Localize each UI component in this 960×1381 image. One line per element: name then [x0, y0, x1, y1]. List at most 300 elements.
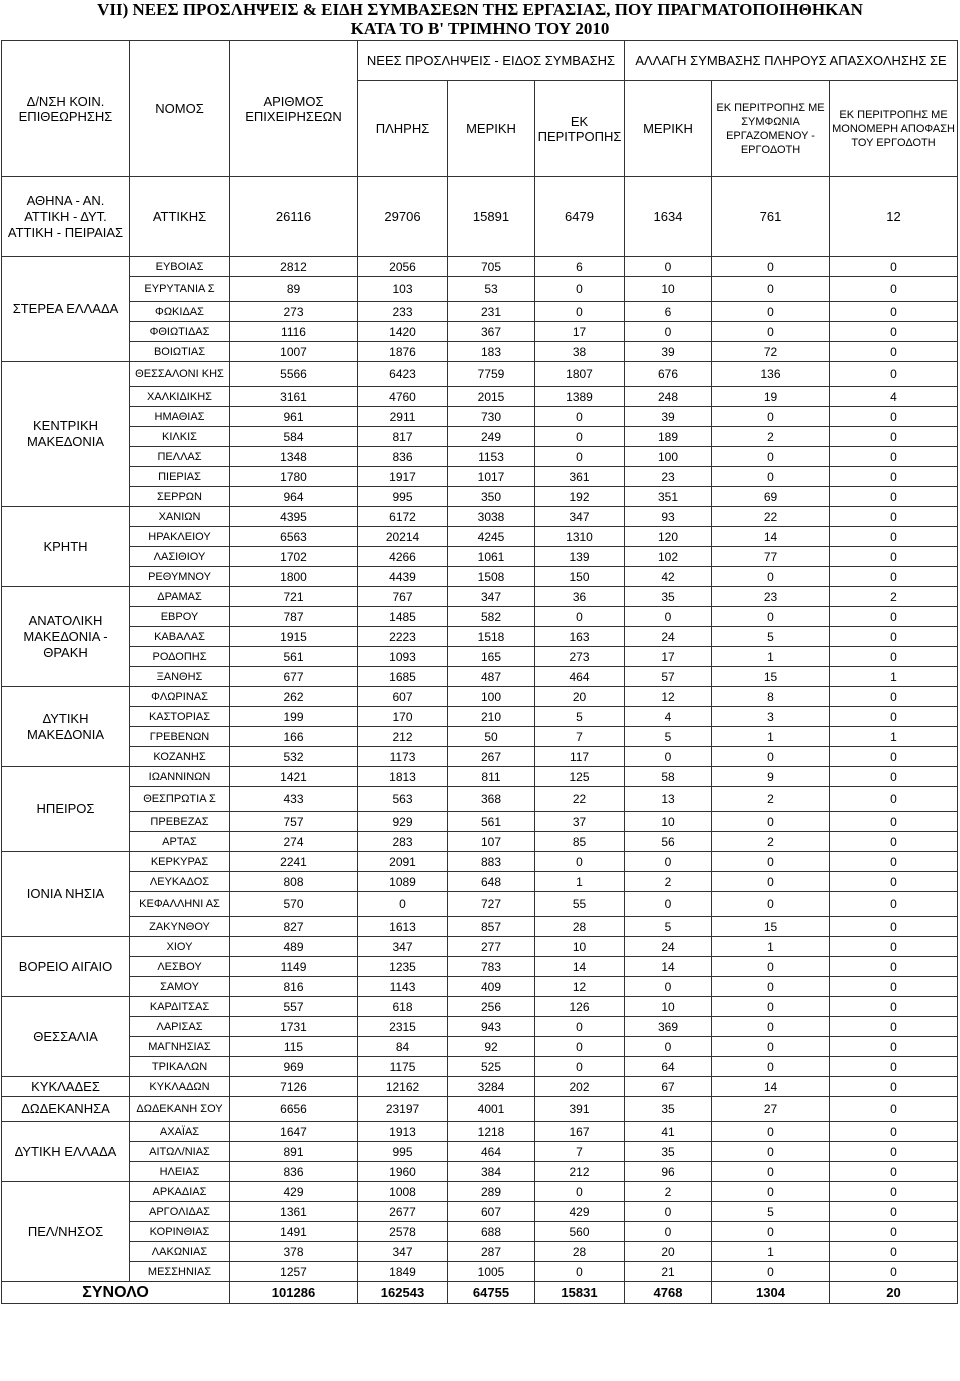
prefecture-cell: ΛΑΡΙΣΑΣ: [130, 1017, 230, 1037]
value-cell: 0: [712, 1222, 830, 1242]
value-cell: 582: [448, 607, 535, 627]
prefecture-cell: ΒΟΙΩΤΙΑΣ: [130, 342, 230, 362]
value-cell: 0: [535, 302, 625, 322]
value-cell: 163: [535, 627, 625, 647]
value-cell: 14: [712, 1077, 830, 1097]
prefecture-cell: ΠΡΕΒΕΖΑΣ: [130, 812, 230, 832]
value-cell: 808: [230, 872, 358, 892]
value-cell: 85: [535, 832, 625, 852]
value-cell: 0: [830, 647, 958, 667]
value-cell: 3038: [448, 507, 535, 527]
prefecture-cell: ΚΑΡΔΙΤΣΑΣ: [130, 997, 230, 1017]
region-cell: ΗΠΕΙΡΟΣ: [2, 767, 130, 852]
value-cell: 162543: [358, 1282, 448, 1304]
table-row: [2, 587, 958, 607]
prefecture-cell: ΘΕΣΠΡΩΤΙΑ Σ: [130, 787, 230, 812]
value-cell: 1685: [358, 667, 448, 687]
value-cell: 0: [625, 257, 712, 277]
prefecture-cell: ΑΤΤΙΚΗΣ: [130, 177, 230, 257]
value-cell: 2812: [230, 257, 358, 277]
value-cell: 1: [535, 872, 625, 892]
value-cell: 0: [712, 1037, 830, 1057]
value-cell: 0: [535, 1182, 625, 1202]
region-cell: ΠΕΛ/ΝΗΣΟΣ: [2, 1182, 130, 1282]
title-line-1: VII) ΝΕΕΣ ΠΡΟΣΛΗΨΕΙΣ & ΕΙΔΗ ΣΥΜΒΑΣΕΩΝ ΤΗΣ ΕΡΓΑΣΙΑΣ, ΠΟΥ ΠΡΑΓΜΑΤΟΠΟΙΗΘΗΚΑΝ: [97, 0, 863, 19]
table-row: [2, 322, 958, 342]
value-cell: 0: [535, 407, 625, 427]
value-cell: 836: [358, 447, 448, 467]
value-cell: 563: [358, 787, 448, 812]
prefecture-cell: ΞΑΝΘΗΣ: [130, 667, 230, 687]
value-cell: 1: [830, 667, 958, 687]
value-cell: 89: [230, 277, 358, 302]
value-cell: 15831: [535, 1282, 625, 1304]
value-cell: 0: [830, 322, 958, 342]
value-cell: 167: [535, 1122, 625, 1142]
table-row: [2, 727, 958, 747]
value-cell: 57: [625, 667, 712, 687]
value-cell: 126: [535, 997, 625, 1017]
value-cell: 283: [358, 832, 448, 852]
region-cell: ΔΥΤΙΚΗ ΜΑΚΕΔΟΝΙΑ: [2, 687, 130, 767]
prefecture-cell: ΑΡΓΟΛΙΔΑΣ: [130, 1202, 230, 1222]
table-row: [2, 1162, 958, 1182]
value-cell: 1421: [230, 767, 358, 787]
prefecture-cell: ΛΕΥΚΑΔΟΣ: [130, 872, 230, 892]
header-new-hires: ΝΕΕΣ ΠΡΟΣΛΗΨΕΙΣ - ΕΙΔΟΣ ΣΥΜΒΑΣΗΣ: [358, 41, 625, 81]
value-cell: 0: [712, 1182, 830, 1202]
value-cell: 817: [358, 427, 448, 447]
prefecture-cell: ΧΑΛΚΙΔΙΚΗΣ: [130, 387, 230, 407]
value-cell: 618: [358, 997, 448, 1017]
table-row: [2, 567, 958, 587]
prefecture-cell: ΔΩΔΕΚΑΝΗ ΣΟΥ: [130, 1097, 230, 1122]
value-cell: 1017: [448, 467, 535, 487]
value-cell: 2315: [358, 1017, 448, 1037]
header-dnsi: Δ/ΝΣΗ ΚΟΙΝ. ΕΠΙΘΕΩΡΗΣΗΣ: [2, 41, 130, 177]
value-cell: 1008: [358, 1182, 448, 1202]
value-cell: 857: [448, 917, 535, 937]
prefecture-cell: ΗΡΑΚΛΕΙΟΥ: [130, 527, 230, 547]
value-cell: 22: [535, 787, 625, 812]
value-cell: 26116: [230, 177, 358, 257]
value-cell: 607: [448, 1202, 535, 1222]
table-row: [2, 257, 958, 277]
table-header: [2, 41, 958, 177]
value-cell: 384: [448, 1162, 535, 1182]
value-cell: 2: [625, 1182, 712, 1202]
region-cell: ΙΟΝΙΑ ΝΗΣΙΑ: [2, 852, 130, 937]
value-cell: 1634: [625, 177, 712, 257]
value-cell: 827: [230, 917, 358, 937]
value-cell: 929: [358, 812, 448, 832]
value-cell: 347: [358, 937, 448, 957]
value-cell: 429: [535, 1202, 625, 1222]
value-cell: 53: [448, 277, 535, 302]
value-cell: 0: [830, 277, 958, 302]
prefecture-cell: ΑΧΑΪΑΣ: [130, 1122, 230, 1142]
prefecture-cell: ΚΕΦΑΛΛΗΝΙ ΑΣ: [130, 892, 230, 917]
value-cell: 1485: [358, 607, 448, 627]
value-cell: 1257: [230, 1262, 358, 1282]
value-cell: 0: [830, 747, 958, 767]
value-cell: 0: [712, 747, 830, 767]
value-cell: 995: [358, 1142, 448, 1162]
value-cell: 4245: [448, 527, 535, 547]
value-cell: 361: [535, 467, 625, 487]
value-cell: 10: [625, 277, 712, 302]
value-cell: 0: [830, 507, 958, 527]
value-cell: 5: [535, 707, 625, 727]
value-cell: 811: [448, 767, 535, 787]
value-cell: 761: [712, 177, 830, 257]
header-arithmos: ΑΡΙΘΜΟΣ ΕΠΙΧΕΙΡΗΣΕΩΝ: [230, 41, 358, 177]
value-cell: 1613: [358, 917, 448, 937]
value-cell: 4266: [358, 547, 448, 567]
table-row: [2, 647, 958, 667]
value-cell: 20: [535, 687, 625, 707]
value-cell: 0: [830, 627, 958, 647]
table-row: [2, 1097, 958, 1122]
value-cell: 120: [625, 527, 712, 547]
value-cell: 15: [712, 917, 830, 937]
value-cell: 688: [448, 1222, 535, 1242]
value-cell: 4439: [358, 567, 448, 587]
region-cell: ΒΟΡΕΙΟ ΑΙΓΑΙΟ: [2, 937, 130, 997]
value-cell: 22: [712, 507, 830, 527]
prefecture-cell: ΛΑΣΙΘΙΟΥ: [130, 547, 230, 567]
prefecture-cell: ΛΕΣΒΟΥ: [130, 957, 230, 977]
value-cell: 2223: [358, 627, 448, 647]
value-cell: 2241: [230, 852, 358, 872]
value-cell: 0: [625, 1202, 712, 1222]
value-cell: 648: [448, 872, 535, 892]
value-cell: 2911: [358, 407, 448, 427]
region-cell: ΔΥΤΙΚΗ ΕΛΛΑΔΑ: [2, 1122, 130, 1182]
value-cell: 5566: [230, 362, 358, 387]
value-cell: 139: [535, 547, 625, 567]
value-cell: 28: [535, 1242, 625, 1262]
value-cell: 0: [830, 832, 958, 852]
table-row: [2, 1037, 958, 1057]
value-cell: 0: [625, 1037, 712, 1057]
value-cell: 24: [625, 937, 712, 957]
prefecture-cell: ΚΥΚΛΑΔΩΝ: [130, 1077, 230, 1097]
value-cell: 0: [830, 767, 958, 787]
value-cell: 35: [625, 1142, 712, 1162]
region-cell: ΚΡΗΤΗ: [2, 507, 130, 587]
prefecture-cell: ΖΑΚΥΝΘΟΥ: [130, 917, 230, 937]
table-row: [2, 1202, 958, 1222]
value-cell: 1518: [448, 627, 535, 647]
table-row: [2, 787, 958, 812]
value-cell: 39: [625, 407, 712, 427]
value-cell: 0: [535, 852, 625, 872]
value-cell: 166: [230, 727, 358, 747]
table-row: [2, 1017, 958, 1037]
value-cell: 72: [712, 342, 830, 362]
value-cell: 0: [830, 1122, 958, 1142]
value-cell: 0: [625, 607, 712, 627]
value-cell: 4: [830, 387, 958, 407]
value-cell: 378: [230, 1242, 358, 1262]
value-cell: 84: [358, 1037, 448, 1057]
table-row: [2, 957, 958, 977]
table-row: [2, 667, 958, 687]
value-cell: 0: [712, 1262, 830, 1282]
value-cell: 0: [830, 937, 958, 957]
region-cell: ΘΕΣΣΑΛΙΑ: [2, 997, 130, 1077]
value-cell: 0: [712, 1057, 830, 1077]
prefecture-cell: ΕΒΡΟΥ: [130, 607, 230, 627]
value-cell: 38: [535, 342, 625, 362]
value-cell: 0: [830, 687, 958, 707]
value-cell: 100: [625, 447, 712, 467]
value-cell: 1153: [448, 447, 535, 467]
prefecture-cell: ΜΑΓΝΗΣΙΑΣ: [130, 1037, 230, 1057]
prefecture-cell: ΠΙΕΡΙΑΣ: [130, 467, 230, 487]
value-cell: 891: [230, 1142, 358, 1162]
prefecture-cell: ΗΛΕΙΑΣ: [130, 1162, 230, 1182]
value-cell: 525: [448, 1057, 535, 1077]
value-cell: 0: [712, 1017, 830, 1037]
value-cell: 0: [712, 997, 830, 1017]
table-row: [2, 362, 958, 387]
value-cell: 231: [448, 302, 535, 322]
value-cell: 570: [230, 892, 358, 917]
value-cell: 277: [448, 937, 535, 957]
value-cell: 0: [830, 427, 958, 447]
value-cell: 0: [712, 1122, 830, 1142]
value-cell: 0: [830, 1162, 958, 1182]
value-cell: 0: [830, 567, 958, 587]
value-cell: 2: [712, 787, 830, 812]
value-cell: 202: [535, 1077, 625, 1097]
value-cell: 1849: [358, 1262, 448, 1282]
value-cell: 0: [712, 447, 830, 467]
value-cell: 92: [448, 1037, 535, 1057]
value-cell: 0: [712, 322, 830, 342]
table-row: [2, 747, 958, 767]
value-cell: 20: [830, 1282, 958, 1304]
table-row: [2, 872, 958, 892]
value-cell: 0: [712, 607, 830, 627]
value-cell: 14: [535, 957, 625, 977]
value-cell: 23: [625, 467, 712, 487]
value-cell: 267: [448, 747, 535, 767]
value-cell: 189: [625, 427, 712, 447]
header-ek-symfonia: ΕΚ ΠΕΡΙΤΡΟΠΗΣ ΜΕ ΣΥΜΦΩΝΙΑ ΕΡΓΑΖΟΜΕΝΟΥ - ΕΡΓΟΔΟΤΗ: [712, 81, 830, 177]
prefecture-cell: ΙΩΑΝΝΙΝΩΝ: [130, 767, 230, 787]
table-row: [2, 407, 958, 427]
value-cell: 0: [830, 1037, 958, 1057]
prefecture-cell: ΚΟΖΑΝΗΣ: [130, 747, 230, 767]
title-line-2: ΚΑΤΑ ΤΟ Β' ΤΡΙΜΗΝΟ ΤΟΥ 2010: [350, 19, 610, 38]
value-cell: 210: [448, 707, 535, 727]
prefecture-cell: ΛΑΚΩΝΙΑΣ: [130, 1242, 230, 1262]
value-cell: 102: [625, 547, 712, 567]
prefecture-cell: ΡΕΘΥΜΝΟΥ: [130, 567, 230, 587]
value-cell: 0: [830, 407, 958, 427]
value-cell: 6656: [230, 1097, 358, 1122]
header-meriki: ΜΕΡΙΚΗ: [448, 81, 535, 177]
prefecture-cell: ΑΙΤΩΛ/ΝΙΑΣ: [130, 1142, 230, 1162]
value-cell: 0: [712, 277, 830, 302]
table-row: [2, 527, 958, 547]
value-cell: 464: [448, 1142, 535, 1162]
value-cell: 20: [625, 1242, 712, 1262]
table-row: [2, 627, 958, 647]
value-cell: 8: [712, 687, 830, 707]
value-cell: 0: [830, 1077, 958, 1097]
value-cell: 0: [830, 787, 958, 812]
value-cell: 0: [830, 362, 958, 387]
value-cell: 2: [712, 832, 830, 852]
value-cell: 1061: [448, 547, 535, 567]
table-row: [2, 547, 958, 567]
value-cell: 1304: [712, 1282, 830, 1304]
prefecture-cell: ΚΟΡΙΝΘΙΑΣ: [130, 1222, 230, 1242]
value-cell: 1508: [448, 567, 535, 587]
region-cell: ΔΩΔΕΚΑΝΗΣΑ: [2, 1097, 130, 1122]
value-cell: 0: [712, 257, 830, 277]
value-cell: 0: [830, 872, 958, 892]
value-cell: 273: [230, 302, 358, 322]
table-row: [2, 687, 958, 707]
value-cell: 14: [625, 957, 712, 977]
prefecture-cell: ΣΕΡΡΩΝ: [130, 487, 230, 507]
value-cell: 1389: [535, 387, 625, 407]
prefecture-cell: ΚΕΡΚΥΡΑΣ: [130, 852, 230, 872]
prefecture-cell: ΦΩΚΙΔΑΣ: [130, 302, 230, 322]
value-cell: 0: [830, 707, 958, 727]
value-cell: 35: [625, 587, 712, 607]
prefecture-cell: ΕΥΒΟΙΑΣ: [130, 257, 230, 277]
value-cell: 35: [625, 1097, 712, 1122]
value-cell: 77: [712, 547, 830, 567]
value-cell: 2578: [358, 1222, 448, 1242]
value-cell: 2091: [358, 852, 448, 872]
value-cell: 0: [830, 257, 958, 277]
table-row: [2, 467, 958, 487]
value-cell: 369: [625, 1017, 712, 1037]
value-cell: 727: [448, 892, 535, 917]
value-cell: 10: [625, 812, 712, 832]
value-cell: 561: [448, 812, 535, 832]
value-cell: 1915: [230, 627, 358, 647]
value-cell: 1310: [535, 527, 625, 547]
value-cell: 676: [625, 362, 712, 387]
prefecture-cell: ΦΘΙΩΤΙΔΑΣ: [130, 322, 230, 342]
value-cell: 429: [230, 1182, 358, 1202]
value-cell: 165: [448, 647, 535, 667]
table-row: [2, 1122, 958, 1142]
value-cell: 787: [230, 607, 358, 627]
table-row: [2, 1142, 958, 1162]
prefecture-cell: ΔΡΑΜΑΣ: [130, 587, 230, 607]
value-cell: 0: [625, 852, 712, 872]
value-cell: 28: [535, 917, 625, 937]
value-cell: 350: [448, 487, 535, 507]
value-cell: 262: [230, 687, 358, 707]
value-cell: 15: [712, 667, 830, 687]
value-cell: 1780: [230, 467, 358, 487]
document-title: [0, 0, 960, 38]
value-cell: 0: [830, 342, 958, 362]
value-cell: 0: [625, 747, 712, 767]
value-cell: 20214: [358, 527, 448, 547]
table-row: [2, 832, 958, 852]
header-ek-monomeri: ΕΚ ΠΕΡΙΤΡΟΠΗΣ ΜΕ ΜΟΝΟΜΕΡΗ ΑΠΟΦΑΣΗ ΤΟΥ ΕΡΓΟΔΟΤΗ: [830, 81, 958, 177]
value-cell: 1800: [230, 567, 358, 587]
value-cell: 1007: [230, 342, 358, 362]
value-cell: 0: [712, 302, 830, 322]
prefecture-cell: ΧΙΟΥ: [130, 937, 230, 957]
value-cell: 943: [448, 1017, 535, 1037]
value-cell: 274: [230, 832, 358, 852]
value-cell: 17: [625, 647, 712, 667]
value-cell: 2015: [448, 387, 535, 407]
value-cell: 37: [535, 812, 625, 832]
value-cell: 125: [535, 767, 625, 787]
value-cell: 249: [448, 427, 535, 447]
value-cell: 0: [358, 892, 448, 917]
value-cell: 12162: [358, 1077, 448, 1097]
value-cell: 1813: [358, 767, 448, 787]
value-cell: 7: [535, 727, 625, 747]
value-cell: 3161: [230, 387, 358, 407]
value-cell: 0: [712, 977, 830, 997]
value-cell: 4001: [448, 1097, 535, 1122]
value-cell: 1361: [230, 1202, 358, 1222]
value-cell: 55: [535, 892, 625, 917]
value-cell: 93: [625, 507, 712, 527]
value-cell: 433: [230, 787, 358, 812]
value-cell: 3284: [448, 1077, 535, 1097]
value-cell: 0: [712, 567, 830, 587]
table-row: [2, 507, 958, 527]
value-cell: 101286: [230, 1282, 358, 1304]
value-cell: 5: [712, 1202, 830, 1222]
prefecture-cell: ΓΡΕΒΕΝΩΝ: [130, 727, 230, 747]
table-row: [2, 387, 958, 407]
value-cell: 409: [448, 977, 535, 997]
table-row: [2, 447, 958, 467]
value-cell: 0: [830, 852, 958, 872]
value-cell: 150: [535, 567, 625, 587]
prefecture-cell: ΚΑΣΤΟΡΙΑΣ: [130, 707, 230, 727]
value-cell: 0: [830, 892, 958, 917]
value-cell: 6423: [358, 362, 448, 387]
value-cell: 69: [712, 487, 830, 507]
value-cell: 23197: [358, 1097, 448, 1122]
value-cell: 584: [230, 427, 358, 447]
value-cell: 1647: [230, 1122, 358, 1142]
table-row: [2, 177, 958, 257]
value-cell: 0: [535, 427, 625, 447]
value-cell: 1005: [448, 1262, 535, 1282]
value-cell: 4: [625, 707, 712, 727]
value-cell: 367: [448, 322, 535, 342]
value-cell: 2: [712, 427, 830, 447]
table-row: [2, 892, 958, 917]
table-row: [2, 487, 958, 507]
value-cell: 2: [830, 587, 958, 607]
value-cell: 1143: [358, 977, 448, 997]
value-cell: 0: [830, 607, 958, 627]
value-cell: 100: [448, 687, 535, 707]
value-cell: 1218: [448, 1122, 535, 1142]
